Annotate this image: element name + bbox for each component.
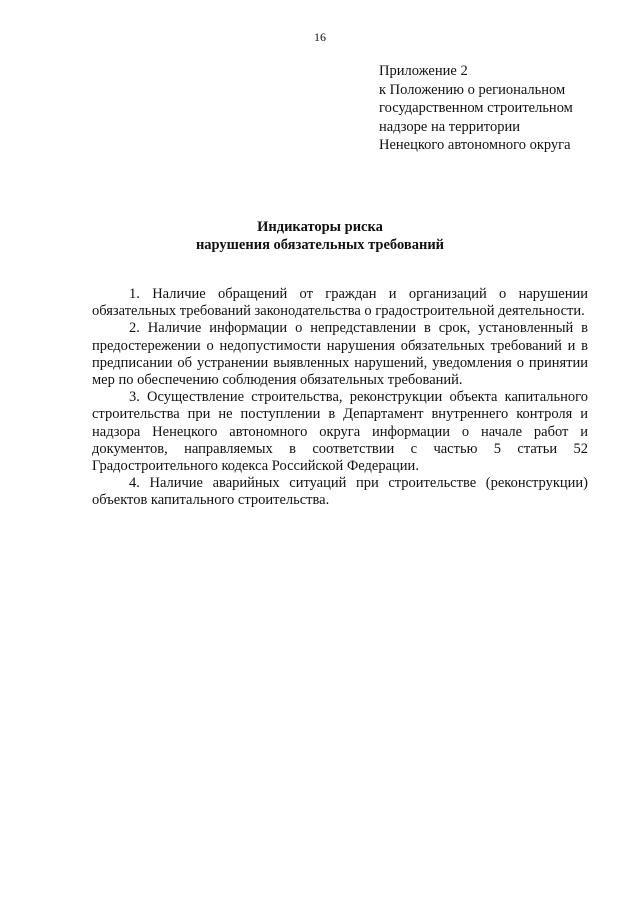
page-number: 16 bbox=[314, 30, 326, 44]
list-item: 4. Наличие аварийных ситуаций при строительстве (реконструкции) объектов капитального строительства. bbox=[92, 475, 588, 509]
appendix-line: государственном строительном bbox=[379, 100, 573, 116]
appendix-line: Приложение 2 bbox=[379, 63, 468, 79]
title-line-2: нарушения обязательных требований bbox=[195, 237, 445, 253]
appendix-line: надзоре на территории bbox=[379, 118, 520, 135]
appendix-line: к Положению о региональном bbox=[379, 81, 566, 98]
list-item: 2. Наличие информации о непредставлении в срок, установленный в предостережении о недопустимости нарушения обязательных требований и в предписании об устранении выявленных нарушений, уведомления о принятии мер по обеспечению соблюдения обязательных требований. bbox=[92, 320, 588, 389]
list-item: 1. Наличие обращений от граждан и организаций о нарушении обязательных требований законодательства о градостроительной деятельности. bbox=[92, 286, 588, 320]
appendix-line: Ненецкого автономного округа bbox=[379, 137, 571, 153]
title-line-1: Индикаторы риска bbox=[257, 219, 383, 235]
appendix-header bbox=[379, 62, 619, 155]
risk-indicators-list bbox=[92, 286, 588, 510]
document-title bbox=[0, 218, 640, 254]
list-item: 3. Осуществление строительства, реконструкции объекта капитального строительства при не поступлении в Департамент внутреннего контроля и надзора Ненецкого автономного округа информации о начале работ и документов, направляемых в соответствии с частью 5 статьи 52 Градостроительного кодекса Российской Федерации. bbox=[92, 389, 588, 475]
